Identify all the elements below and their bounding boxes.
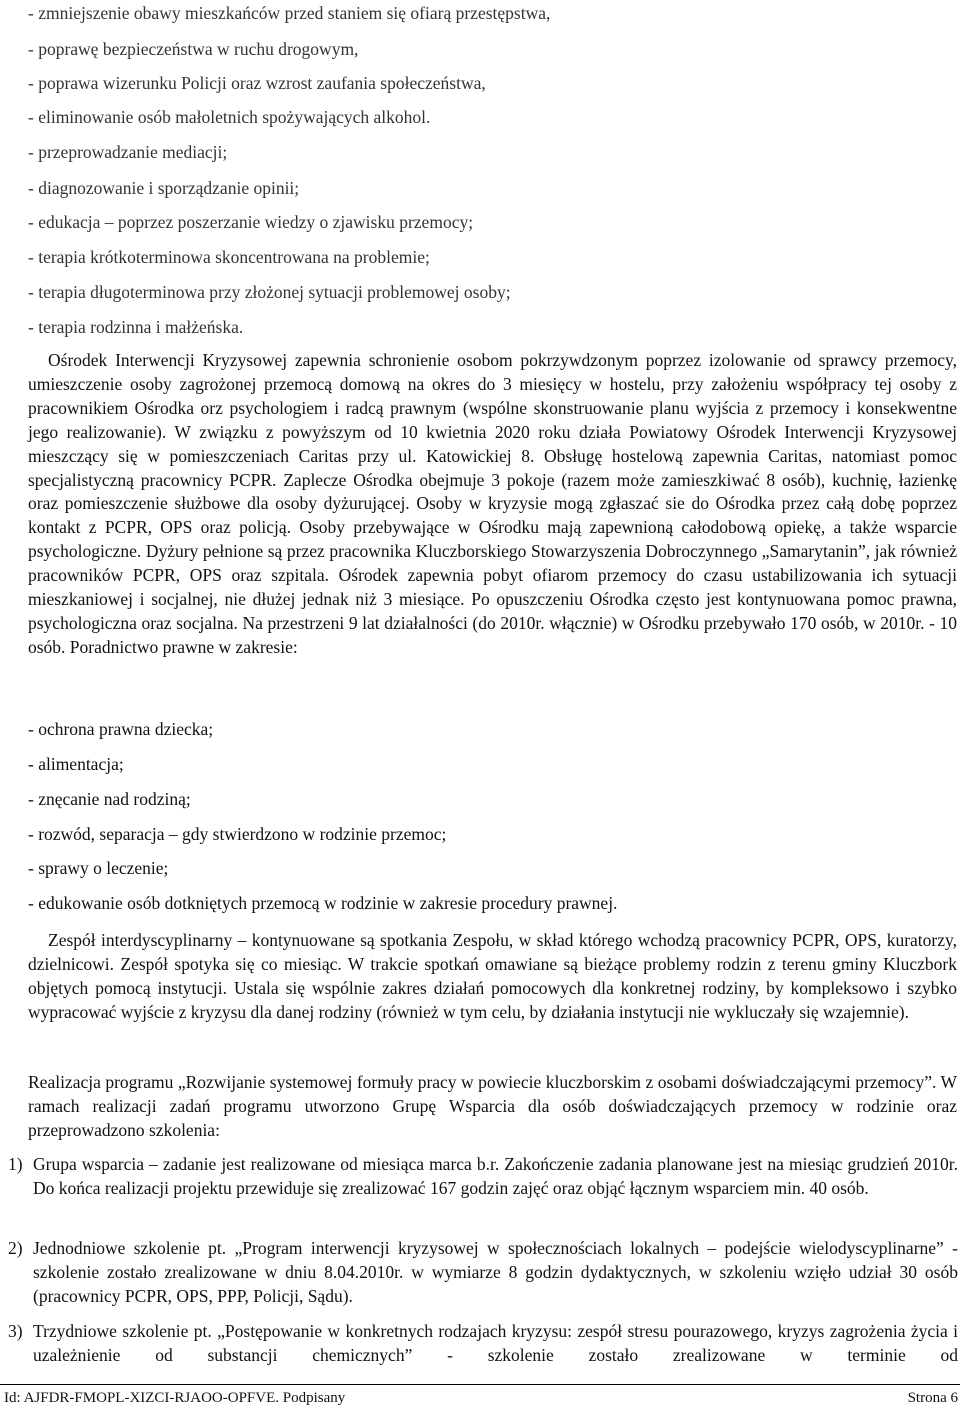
list-item: - terapia krótkoterminowa skoncentrowana na problemie;: [28, 247, 430, 267]
paragraph-realizacja: Realizacja programu „Rozwijanie systemowej formuły pracy w powiecie kluczborskim z osobami doświadczającymi przemocy”. W ramach realizacji zadań programu utworzono Grupę Wsparcia dla osób doświadczających przemocy w rodzinie oraz przeprowadzono szkolenia:: [28, 1072, 957, 1140]
list-item: - poprawę bezpieczeństwa w ruchu drogowym,: [28, 39, 359, 59]
paragraph-osrodek: Ośrodek Interwencji Kryzysowej zapewnia schronienie osobom pokrzywdzonym poprzez izolowanie od sprawcy przemocy, umieszczenie osoby zagrożonej przemocą domową na okres do 3 miesięcy w hostelu, przy założeniu współpracy tej osoby z pracownikiem Ośrodka orz psychologiem i radcą prawnym (wspólne skonstruowanie planu wyjścia z przemocy i konsekwentne jego realizowanie). W związku z powyższym od 10 kwietnia 2020 roku działa Powiatowy Ośrodek Interwencji Kryzysowej mieszczący się w pomieszczeniach Caritas przy ul. Katowickiej 8. Obsługę hostelową zapewnia Caritas, natomiast pomoc specjalistyczną pracownicy PCPR. Zaplecze Ośrodka obejmuje 3 pokoje (razem może zamieszkiwać 8 osób), kuchnię, łazienkę oraz pomieszczenie służbowe dla osoby dyżurującej. Osoby w kryzysie mogą zgłaszać sie do Ośrodka przez całą dobę poprzez kontakt z PCPR, OPS oraz policją. Osoby przebywające w Ośrodku mają zapewnioną całodobową opiekę, a także wsparcie psychologiczne. Dyżury pełnione są przez pracownika Kluczborskiego Stowarzyszenia Dobroczynnego „Samarytanin”, jak również pracowników PCPR, OPS oraz szpitala. Ośrodek zapewnia pobyt ofiarom przemocy do czasu ustabilizowania ich sytuacji mieszkaniowej i socjalnej, nie dłużej jednak niż 3 miesiące. Po opuszczeniu Ośrodka często jest kontynuowana pomoc prawna, psychologiczna oraz socjalna. Na przestrzeni 9 lat działalności (do 2010r. włącznie) w Ośrodku przebywało 170 osób, w 2010r. - 10 osób. Poradnictwo prawne w zakresie:: [28, 350, 957, 657]
item-text: Trzydniowe szkolenie pt. „Postępowanie w konkretnych rodzajach kryzysu: zespół stresu pourazowego, kryzys zagrożenia życia i uzależnienie od substancji chemicznych” - szkolenie zostało zrealizowane w terminie od: [33, 1321, 958, 1365]
list-item: - sprawy o leczenie;: [28, 858, 169, 878]
item-text: Jednodniowe szkolenie pt. „Program interwencji kryzysowej w społecznościach lokalnych – podejście wielodyscyplinarne” - szkolenie zostało zrealizowane w dniu 8.04.2010r. w wymiarze 8 godzin dydaktycznych, w szkoleniu wzięło udział 30 osób (pracownicy PCPR, OPS, PPP, Policji, Sądu).: [33, 1238, 958, 1306]
document-id: Id: AJFDR-FMOPL-XIZCI-RJAOO-OPFVE. Podpisany: [4, 1390, 346, 1406]
list-item: - ochrona prawna dziecka;: [28, 719, 214, 739]
item-number: 1): [8, 1154, 23, 1174]
list-item: - eliminowanie osób małoletnich spożywających alkohol.: [28, 107, 431, 127]
list-item: - edukacja – poprzez poszerzanie wiedzy o zjawisku przemocy;: [28, 212, 474, 232]
list-item: - przeprowadzanie mediacji;: [28, 142, 228, 162]
list-item: - rozwód, separacja – gdy stwierdzono w rodzinie przemoc;: [28, 824, 447, 844]
page-footer: [0, 1384, 960, 1412]
paragraph-zespol: Zespół interdyscyplinarny – kontynuowane są spotkania Zespołu, w skład którego wchodzą pracownicy PCPR, OPS, kuratorzy, dzielnicowi. Zespół spotyka się co miesiąc. W trakcie spotkań omawiane są bieżące problemy rodzin z terenu gminy Kluczbork objętych pomocą instytucji. Ustala się wspólnie zakres działań pomocowych dla konkretnej rodziny, by kompleksowo i szybko wypracować wyjście z kryzysu dla danej rodziny (również w tym celu, by działania instytucji nie wykluczały się wzajemnie).: [28, 930, 957, 1022]
list-item: - terapia rodzinna i małżeńska.: [28, 317, 244, 337]
list-item: - znęcanie nad rodziną;: [28, 789, 191, 809]
page-number: Strona 6: [907, 1390, 958, 1406]
list-item: - alimentacja;: [28, 754, 124, 774]
list-item: - terapia długoterminowa przy złożonej sytuacji problemowej osoby;: [28, 282, 511, 302]
numbered-item: [8, 1236, 958, 1308]
item-number: 2): [8, 1238, 23, 1258]
list-item: - poprawa wizerunku Policji oraz wzrost zaufania społeczeństwa,: [28, 73, 486, 93]
numbered-item: [8, 1319, 958, 1367]
list-item: - zmniejszenie obawy mieszkańców przed staniem się ofiarą przestępstwa,: [28, 3, 551, 23]
list-item: - edukowanie osób dotkniętych przemocą w rodzinie w zakresie procedury prawnej.: [28, 893, 618, 913]
numbered-item: [8, 1152, 958, 1200]
item-text: Grupa wsparcia – zadanie jest realizowane od miesiąca marca b.r. Zakończenie zadania planowane jest na miesiąc grudzień 2010r. Do końca realizacji projektu przewiduje się zrealizować 167 godzin zajęć oraz objąć łącznym wsparciem min. 40 osób.: [33, 1154, 958, 1198]
item-number: 3): [8, 1321, 23, 1341]
list-item: - diagnozowanie i sporządzanie opinii;: [28, 178, 300, 198]
